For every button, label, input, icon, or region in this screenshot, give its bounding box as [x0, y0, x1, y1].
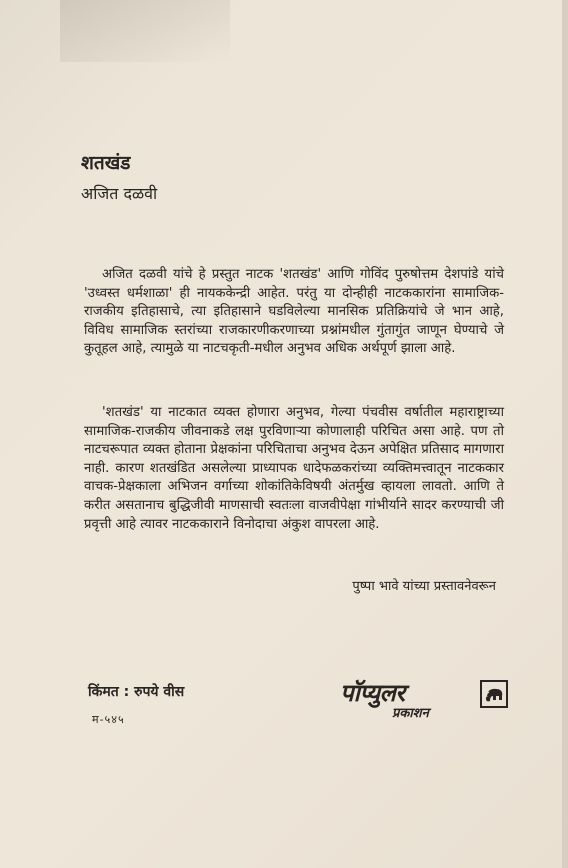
blurb-paragraph-2: 'शतखंड' या नाटकात व्यक्त होणारा अनुभव, गेल्या पंचवीस वर्षातील महाराष्ट्राच्या सामाजिक-राजकीय जीवनाकडे लक्ष पुरविणाऱ्या कोणालाही परिचित असा आहे. पण तो नाटचरूपात व्यक्त होताना प्रेक्षकांना परिचिताचा अनुभव देऊन अपेक्षित प्रतिसाद मागणारा नाही. कारण शतखंडित असलेल्या प्राध्यापक धादेफळकरांच्या व्यक्तिमत्त्वातून नाटककार वाचक-प्रेक्षकाला अभिजन वर्गाच्या शोकांतिकेविषयी अंतर्मुख व्हायला लावतो. आणि ते करीत असतानाच बुद्धिजीवी माणसाची स्वतःला वाजवीपेक्षा गांभीर्याने सादर करण्याची जी प्रवृत्ती आहे त्यावर नाटककाराने विनोदाचा अंकुश वापरला आहे.: [84, 405, 504, 532]
blurb-attribution: पुष्पा भावे यांच्या प्रस्तावनेवरून: [352, 579, 496, 594]
publisher-logo-block: [340, 676, 510, 726]
page-shadow: [60, 0, 230, 62]
catalog-code: म-५४५: [92, 713, 125, 726]
price-label: किंमत : रुपये वीस: [88, 684, 185, 700]
book-title: शतखंड: [81, 152, 131, 174]
blurb-paragraph-1: अजित दळवी यांचे हे प्रस्तुत नाटक 'शतखंड' आणि गोविंद पुरुषोत्तम देशपांडे यांचे 'उध्वस्त धर्मशाळा' ही नायककेन्द्री आहेत. परंतु या दोन्हीही नाटककारांना सामाजिक-राजकीय इतिहासाचे, त्या इतिहासाने घडविलेल्या मानसिक प्रतिक्रियांचे जे भान आहे, विविध सामाजिक स्तरांच्या राजकारणीकरणाच्या प्रश्नांमधील गुंतागुंत जाणून घेण्याचे जे कुतूहल आहे, त्यामुळे या नाटचकृती-मधील अनुभव अधिक अर्थपूर्ण झाला आहे.: [84, 267, 504, 357]
book-author: अजित दळवी: [81, 184, 158, 203]
elephant-logo-icon: [480, 680, 508, 708]
page-edge: [562, 0, 568, 868]
publisher-subtitle: प्रकाशन: [392, 706, 429, 721]
publisher-name: पॉप्युलर: [340, 679, 405, 707]
